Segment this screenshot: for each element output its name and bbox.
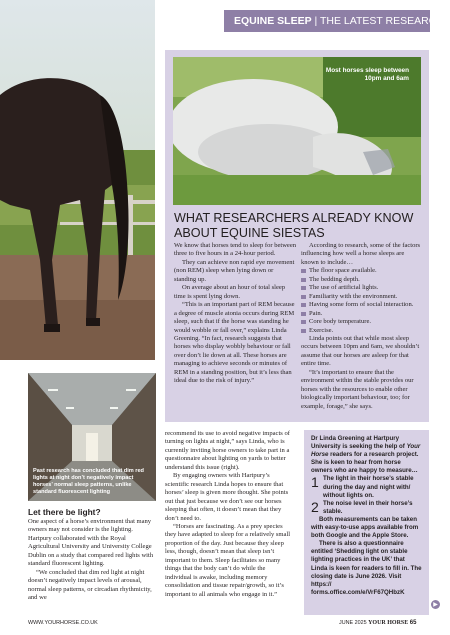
footer-folio — [339, 620, 416, 626]
panel-title: WHAT RESEARCHERS ALREADY KNOW ABOUT EQUINE SIESTAS — [174, 211, 414, 240]
body-column-middle — [165, 430, 293, 599]
photo-caption: Most horses sleep between 10pm and 6am — [325, 67, 409, 82]
list-item — [301, 310, 423, 318]
bullet-square-icon — [301, 295, 306, 299]
list-item — [301, 301, 423, 309]
list-item-text: Exercise. — [309, 326, 334, 334]
list-item-text: The floor space available. — [309, 267, 377, 275]
paragraph: They can achieve non rapid eye movement (non REM) sleep when lying down or standing up. — [174, 258, 295, 283]
sleeping-horse-photo — [173, 57, 421, 205]
paragraph: “This is an important part of REM because a degree of muscle atonia occurs during REM sleep, such that if the horse was standing he would wobble or fall over,” explains Linda Greening. “In fact, research suggests that horses who display wobbly behaviour or fall over don’t lie down at all. These horses are managing to achieve seconds or minutes of REM in a standing position, but it’s less than ideal due to the risk of injury.” — [174, 301, 295, 385]
section-banner — [224, 10, 444, 32]
bullet-square-icon — [301, 303, 306, 307]
paragraph: On average about an hour of total sleep time is spent lying down. — [174, 284, 286, 300]
paragraph: “Horses are fascinating. As a prey species they have adapted to sleep for a relatively small proportion of the day. Just because they sleep less, though, doesn’t mean that sleep isn’t important to them. Sleep facilitates so many things that the body can’t do while the individual is awake, including memory consolidation and tissue repair/growth, so it’s important to all animals who engage in it.” — [165, 522, 291, 598]
paragraph: Linda points out that while most sleep occurs between 10pm and 6am, we shouldn’t assume that our horses are asleep for that entire time. — [301, 334, 420, 368]
callout-paragraph: Both measurements can be taken with easy-to-use apps available from both Google and the Apple Store. — [311, 515, 419, 540]
numbered-item — [311, 500, 422, 516]
stable-corridor-photo — [28, 373, 156, 501]
list-item-text: Pain. — [309, 309, 323, 317]
banner-subtitle: THE LATEST RESEARCH — [319, 15, 444, 27]
list-item-text: Having some form of social interaction. — [309, 301, 414, 309]
list-item — [301, 284, 423, 292]
bullet-square-icon — [301, 278, 306, 282]
photo-caption: Past research has concluded that dim red lights at night don’t negatively impact horses’ normal sleep patterns, unlike standard fluorescent lighting — [33, 468, 144, 495]
bullet-square-icon — [301, 329, 306, 333]
list-item — [301, 327, 423, 335]
section-subhead: Let there be light? — [28, 507, 101, 517]
list-item-text: Core body temperature. — [309, 318, 371, 326]
bullet-square-icon — [301, 312, 306, 316]
list-item-text: Familiarity with the environment. — [309, 292, 398, 300]
page-number: 65 — [409, 620, 417, 626]
banner-section: EQUINE SLEEP — [234, 15, 312, 27]
next-page-arrow-icon: ▶ — [431, 600, 440, 609]
item-text: The noise level in their horse’s stable. — [323, 499, 413, 515]
banner-separator: | — [311, 15, 320, 27]
panel-column-right — [301, 242, 423, 411]
panel-column-left — [174, 242, 296, 386]
list-item — [301, 276, 423, 284]
item-text: The light in their horse’s stable during the day and night with/ without lights on. — [323, 475, 414, 499]
list-item — [301, 293, 423, 301]
horse-standing-photo — [0, 0, 155, 360]
list-item — [301, 318, 423, 326]
paragraph: One aspect of a horse’s environment that many owners may not consider is the lighting. Hartpury collaborated with the Royal Agricultural University and University College Dublin on a study that compared red lights with standard fluorescent lighting. — [28, 518, 154, 568]
footer-issue: JUNE 2025 — [339, 620, 367, 626]
research-callout-box — [304, 430, 429, 615]
magazine-name: Your Horse — [311, 443, 421, 459]
paragraph: We know that horses tend to sleep for between three to five hours in a 24-hour period. — [174, 242, 297, 258]
callout-paragraph: There is also a questionnaire entitled ‘Shedding light on stable lighting practices in the UK’ that Linda is keen for readers to fill in. The closing date is June 2026. Visit https:// forms.office.com/e/VrF67QHbzK — [311, 540, 422, 596]
numbered-item — [311, 475, 422, 499]
callout-intro-text: readers for a research project. She is keen to hear from horse owners who are happy to measure… — [311, 451, 419, 475]
bullet-square-icon — [301, 320, 306, 324]
footer-url: WWW.YOURHORSE.CO.UK — [28, 620, 98, 626]
body-column-left — [28, 518, 156, 603]
paragraph: “We concluded that dim red light at night doesn’t negatively impact levels of arousal, normal sleep patterns, or circadian rhythmicity, and we — [28, 568, 152, 602]
footer-brand: YOUR HORSE — [368, 620, 409, 626]
paragraph: “It’s important to ensure that the environment within the stable provides our horses with the resources to enable other biologically important behaviour, too; for example, forage,” she says. — [301, 368, 414, 410]
list-item-text: The use of artificial lights. — [309, 284, 379, 292]
list-item — [301, 267, 423, 275]
list-item-text: The bedding depth. — [309, 275, 360, 283]
paragraph: recommend its use to avoid negative impacts of turning on lights at night,” says Linda, who is currently inviting horse owners to take part in a questionnaire about lighting on yards to better understand this issue (right). — [165, 430, 290, 471]
callout-intro-text: Dr Linda Greening at Hartpury University is seeking the help of — [311, 435, 407, 451]
item-number: 2 — [311, 498, 319, 515]
paragraph: According to research, some of the factors influencing how well a horse sleeps are known to include… — [301, 242, 421, 266]
item-number: 1 — [311, 474, 319, 491]
bullet-square-icon — [301, 269, 306, 273]
bullet-square-icon — [301, 286, 306, 290]
paragraph: By engaging owners with Hartpury’s scientific research Linda hopes to ensure that horses’ sleep is given more thought. She points out that just because we don’t see our horses sleeping that often, it doesn’t mean that they don’t need to. — [165, 472, 289, 522]
callout-intro — [311, 435, 422, 475]
